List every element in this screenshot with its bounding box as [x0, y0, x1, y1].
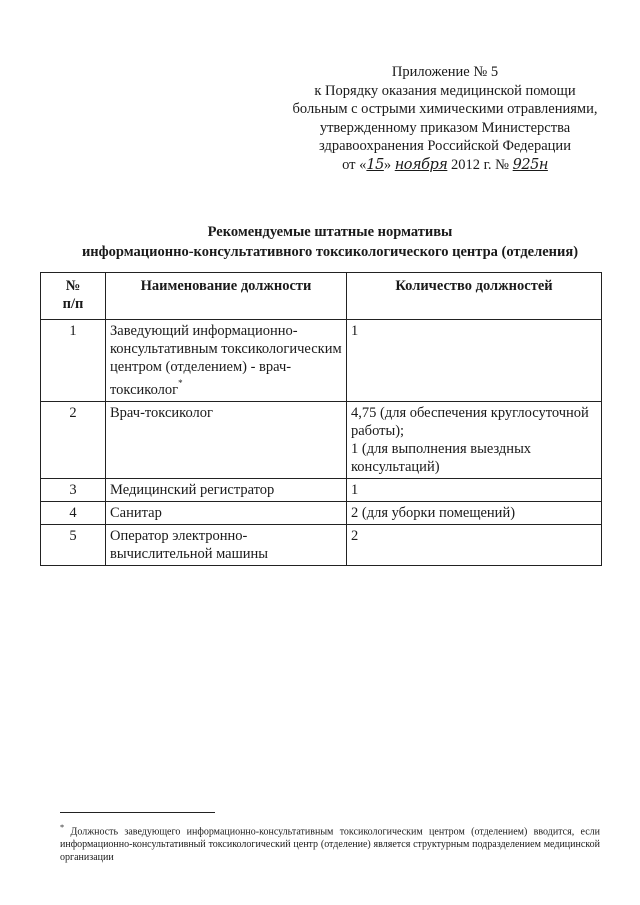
position-count: 2 (для уборки помещений)	[347, 501, 602, 524]
appendix-line-4: утвержденному приказом Министерства	[319, 119, 571, 136]
header-position-count: Количество должностей	[347, 273, 602, 320]
date-prefix: от «	[342, 156, 367, 173]
table-row	[41, 320, 602, 402]
table-header-row	[41, 273, 602, 320]
header-number: № п/п	[41, 273, 106, 320]
position-name-text: Врач-токсиколог	[110, 404, 213, 421]
staffing-table	[40, 272, 602, 566]
appendix-date-line	[280, 156, 610, 175]
position-name	[106, 478, 347, 501]
position-count: 2	[347, 524, 602, 565]
row-number: 4	[41, 501, 106, 524]
position-name	[106, 501, 347, 524]
position-count: 1	[347, 320, 602, 402]
appendix-line-5: здравоохранения Российской Федерации	[319, 138, 571, 154]
footnote-separator	[60, 812, 215, 813]
handwritten-order-number: 925н	[512, 156, 548, 173]
appendix-line-3: больным с острыми химическими отравлениями,	[292, 101, 598, 117]
footnote	[60, 821, 600, 864]
header-position-name: Наименование должности	[106, 273, 347, 320]
appendix-note	[280, 63, 610, 174]
table-row	[41, 524, 602, 565]
table-row	[41, 478, 602, 501]
footnote-text: Должность заведующего информационно-консультативным токсикологическим центром (отделением) вводится, если информационно-консультативный токсикологический центр (отделение) является структурным подразделением медицинской организации	[60, 826, 601, 864]
position-name-text: Санитар	[110, 504, 162, 521]
document-title	[40, 222, 620, 262]
row-number: 1	[41, 320, 106, 402]
position-name-text: Оператор электронно-вычислительной машины	[110, 527, 269, 562]
handwritten-month: ноября	[394, 156, 448, 173]
position-name-text: Медицинский регистратор	[110, 481, 275, 498]
date-year: 2012 г. №	[450, 156, 510, 173]
row-number: 5	[41, 524, 106, 565]
position-name-text: Заведующий информационно-консультативным токсикологическим центром (отделением) - врач-токсиколог	[110, 323, 342, 398]
position-count: 4,75 (для обеспечения круглосуточной работы); 1 (для выполнения выездных консультаций)	[347, 401, 602, 478]
footnote-mark: *	[60, 823, 65, 832]
appendix-number: Приложение № 5	[391, 64, 499, 80]
appendix-line-2: к Порядку оказания медицинской помощи	[314, 82, 576, 99]
row-number: 2	[41, 401, 106, 478]
title-line-2: информационно-консультативного токсикологического центра (отделения)	[81, 244, 579, 260]
position-name	[106, 320, 347, 402]
date-mid: »	[383, 156, 392, 173]
title-line-1: Рекомендуемые штатные нормативы	[207, 224, 453, 240]
position-name	[106, 524, 347, 565]
position-count: 1	[347, 478, 602, 501]
handwritten-day: 15	[366, 156, 384, 173]
footnote-reference: *	[178, 378, 183, 388]
row-number: 3	[41, 478, 106, 501]
table-row	[41, 501, 602, 524]
table-row	[41, 401, 602, 478]
position-name	[106, 401, 347, 478]
